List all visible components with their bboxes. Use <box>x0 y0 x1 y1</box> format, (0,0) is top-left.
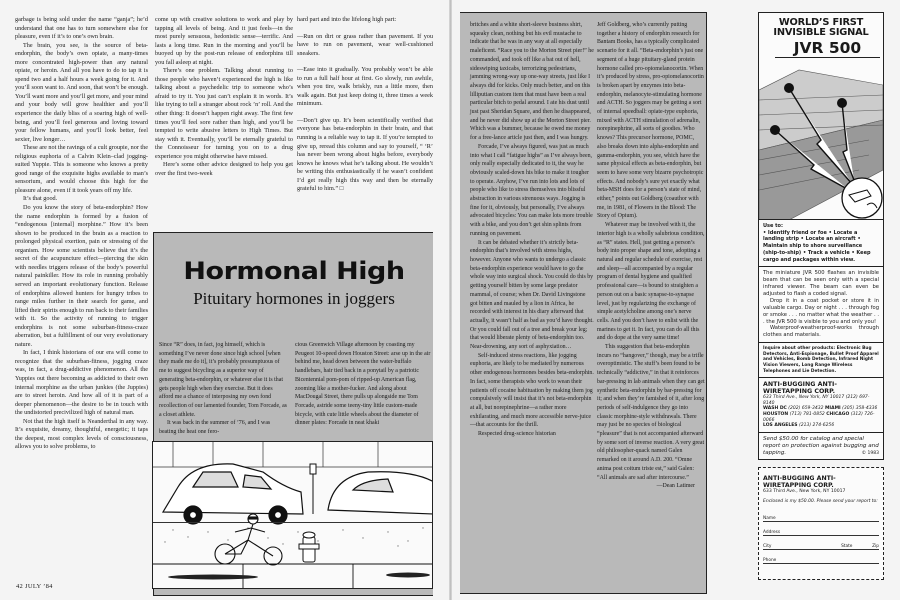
paragraph: It can be debated whether it’s strictly beta-endorphin that’s involved with stress highs, however. Anyone who wants to undergo a classic beta-endorphin experience would have to go the whole way into surgical shock. You could do this by getting yourself bitten by some large predator mammal, of course; when Dr. David Livingstone got bitten and mauled by a lion in Africa, he recorded with interest in his diary afterward that actually, it wasn’t half as bad as you’d have thought. Or you could fall out of a tree and break your leg; that would liberate plenty of beta-endorphin too. Near-drowning, any sort of asphyxiation… <box>470 239 594 351</box>
ad-uses-label: Use to: <box>763 223 783 229</box>
field-label: State <box>841 544 853 549</box>
paragraph: Self-induced stress reactions, like jogging euphoria, are likely to be mediated by numerous other endogenous hormones besides beta-endorphin. In fact, some therapists who work to wean their patients off cocaine habituation by making them jog compulsively will insist that it’s not beta-endorphin at all, but norepinephrine—a rather more exhilarating, and much more accessible nerve-juice—that accounts for the thrill. <box>470 352 594 429</box>
order-coupon[interactable] <box>758 467 884 580</box>
ad-city: CHICAGO <box>826 412 850 418</box>
paragraph: There’s one problem. Talking about running to those people who haven’t experienced the high is like talking about a psychedelic trip to someone who’s afraid to try it. You just can’t explain it in words. It’s like trying to tell a stranger about rock ’n’ roll. And the other thing: It doesn’t happen right away. The first few times you’ll feel sore rather than high, and you’ll be tempted to write abusive letters to High Times. But stay with it. Eventually, you’ll be eternally grateful to the Connoisseur for turning you on to a drug experience you might otherwise have missed. <box>155 67 293 160</box>
article-column-2 <box>155 16 293 178</box>
paragraph: In fact, I think historians of our era will come to recognize that the suburban-fitness, jogging craze was, in fact, a drug-addictive phenomenon. All the Yuppies out there becoming as addicted to their own internal morphine as the urban junkies (the Juppies) are to street heroin. And how all of it is part of a deeper phenomenon—the desire to be in touch with the undistorted precivilized high of natural man. <box>15 349 148 417</box>
advice-item: —Ease into it gradually. You probably won’t be able to run a full half hour at first. Go slowly, run awhile, when you tire, walk briskly, run a little more, then walk again. But just keep doing it, three times a week minimum. <box>297 66 433 108</box>
ad-company-block <box>759 377 883 432</box>
coupon-address-field[interactable] <box>763 522 879 536</box>
field-label: Phone <box>763 558 777 563</box>
ad-city: MIAMI <box>824 406 841 412</box>
paragraph: Forcade, I’ve always figured, was just as much into what I call “fatigue highs” as I’ve always been, only really especially dedicated to it, the way he obviously scaled-down his bike to make it tougher to operate. Anyhow, I’ve run into lots and lots of people who like to stress themselves into blissful abstraction in various strenuous ways. Jogging is fine for it, obviously, but personally, I’ve always advocated bicycles: You can make lots more trouble with a bike, and you don’t get shin splints from running on pavement. <box>470 143 593 237</box>
paragraph: Whatever may be involved with it, the interior high is a wholly salubrious condition, as “R” states. Hell, just getting a person’s body into proper shape and tone, adopting a natural and regular schedule of exercise, rest and sleep—all accompanied by a regular program of dental hygiene and qualified professional care—is bound to straighten a person out on a basic synapse-to-synapse level, just by regularizing the exchange of simple acetylcholine among one’s nerve cells. And you don’t have to enlist with the marines to get it. In fact, you can do all this and do dope at the very same time! <box>597 222 705 342</box>
ad-headline-line-2: INVISIBLE SIGNAL <box>773 27 869 38</box>
advice-item: —Don’t give up. It’s been scientifically verified that everyone has beta-endorphin in their brain, and that running is a reliable way to tap it. If you’re tempted to give up, reread this column and say to yourself, “ ‘R’ has never been wrong about highs before, everybody knows he knows what he’s talking about. He wouldn’t be writing this enthusiastically if he wasn’t confident I’d get really high this way and then be eternally grateful to him.” □ <box>297 116 433 193</box>
ad-illustration <box>759 60 883 220</box>
ad-phone: (213) 274-6256 <box>798 423 835 429</box>
article-column-3 <box>297 16 433 194</box>
sidebar-column-2 <box>295 341 431 428</box>
paragraph: cious Greenwich Village afternoon by coasting my Peugeot 10-speed down Houston Street: arse up in the air behind me, head down between the water-buffalo handlebars, hair tied back in a ponytail by a patriotic Bicentennial pom-pom of ripped-up American flag, zooming like a mother-fucker. And along about MacDougal Street, there pulls up alongside me Tom Forcade, astride some teeny-tiny little custom-made bicycle, with cute little wheels about the diameter of dinner plates: Forcade in neat khaki <box>295 342 431 427</box>
ad-headline <box>759 18 883 38</box>
coupon-city-state-zip-field[interactable] <box>763 536 879 550</box>
ad-addresses <box>763 395 879 429</box>
ad-code: © 1983 <box>861 450 879 456</box>
paragraph: These are not the ravings of a cult groupie, nor the religious euphoria of a Calvin Klein–clad jogging-suited Yuppie. This is someone who knows a pretty good range of the exquisite highs available to man’s sensorium, and would choose this high for the pleasure alone, even if it took years off my life. <box>15 144 148 194</box>
paragraph: Respected drug-science historian <box>478 431 556 438</box>
paragraph: Since “R” does, in fact, jog himself, which is something I’ve never done since high school [when they made me do it], it’s probably presumptuous of me to suggest bicycling as a superior way of generating beta-endorphin, or whatever else it is that gets people high when they exercise. But it does afford me a chance of interposing my own fond recollection of our lamented founder, Tom Forcade, as a closet athlete. <box>159 342 287 418</box>
coupon-enclosed-text: Enclosed is my $50.00. Please send your report to: <box>763 499 878 504</box>
field-label: Name <box>763 516 776 521</box>
paragraph: It was back in the summer of ’76, and I was beating the heat one fero- <box>159 420 271 436</box>
field-label: Address <box>763 530 781 535</box>
ad-body-paragraph: Drop it in a coat pocket or store it in valuable cargo. Day or night . . . through fog or smoke . . . no matter what the weather . . . the JVR 500 is visible to you and only you! <box>763 297 879 325</box>
sidebar-subtitle: Pituitary hormones in joggers <box>193 289 395 308</box>
sidebar-column-4 <box>597 21 705 491</box>
coupon-name-field[interactable] <box>763 508 879 522</box>
signal-beams-drawing <box>759 60 883 220</box>
sidebar-box-continued <box>460 12 707 594</box>
ad-uses <box>759 220 883 266</box>
paragraph: This suggestion that beta-endorphin incurs no “hangover,” though, may be a trifle overoptimistic. The stuff’s been found to be technically “addictive,” in that it reinforces bar-pressing in lab animals when they can get synthetic beta-endorphin by bar-pressing for it; and when they’re famished of it, after long periods of self-indulgence they go into classic morphine-style withdrawals. There may just be no species of biological “pleasure” that is not accompanied afterward by some sort of inverse reaction. A very great old philosopher-quack named Galen remarked on it around A.D. 200. “Omne anima post coitum triste est,” said Galen: “All animals are sad after intercourse.” <box>597 344 705 481</box>
field-label: Zip <box>872 544 879 549</box>
paragraph: Here’s some other advice designed to help you get over the first two-week <box>155 161 293 177</box>
coupon-company-name: ANTI-BUGGING ANTI-WIRETAPPING CORP. <box>763 475 836 489</box>
ad-address-hq: 633 Third Ave., New York, NY 10017 (212) 697-8140 <box>763 395 870 406</box>
field-label: City <box>763 544 772 549</box>
ad-phone: (305) 358-4336 <box>842 406 878 412</box>
cycling-cartoon-illustration <box>152 441 433 589</box>
coupon-phone-field[interactable] <box>763 550 879 564</box>
paragraph: The brain, you see, is the source of beta-endorphin, the body’s own opiate, a many-times more concentrated high-power than any natural opiate, or heroin. And all you have to do to tap it is spend two and a half hours a week going for it. And you’ll soon want to. And soon, that won’t be enough. You’ll want more and you’ll get more, and your mind and your body will grow healthier and you’ll experience the daily bliss of a soaring high of well-being, and you’ll feel generous and loving toward your fellow humans, and you’ll look better, feel sexier, live longer… <box>15 41 148 143</box>
ad-city: HOUSTON <box>763 412 789 418</box>
page-folio: 42 JULY ’84 <box>16 583 53 590</box>
sidebar-title: Hormonal High <box>183 257 405 286</box>
coupon-address: 633 Third Ave., New York, NY 10017 <box>763 489 846 494</box>
advice-item: —Run on dirt or grass rather than pavement. If you have to run on pavement, wear well-cushioned sneakers. <box>297 32 433 57</box>
article-column-1 <box>15 16 148 452</box>
paragraph: It’s that good. <box>23 195 58 203</box>
paragraph: hard part and into the lifelong high part: <box>297 16 397 23</box>
sidebar-column-1 <box>159 341 287 437</box>
ad-city: WASH DC <box>763 406 787 412</box>
ad-phone: (202) 659-3432 <box>788 406 824 412</box>
ad-phone: (713) 781-0852 <box>789 412 825 418</box>
ad-offer <box>759 432 883 460</box>
ad-body <box>759 266 883 342</box>
paragraph: come up with creative solutions to work and play by tapping all levels of being. And it just feels—in the most purely sensuous, hedonistic sense—terrific. And lasts a long time. Run in the morning and you’ll be buoyed up by the post-run release of endorphins till you fall asleep at night. <box>155 16 293 66</box>
ad-body-paragraph: The miniature JVR 500 flashes an invisible beam that can be seen only with a special infrared viewer. The beam can even be adjusted to flash a coded signal. <box>763 270 879 297</box>
ad-product-name: JVR 500 <box>775 40 880 58</box>
ad-inquire: Inquire about other products: Electronic Bug Detectors, Anti-Espionage, Bullet Proof Apparel and Vehicles, Bomb Detection, Infrared Night Vision Viewers, Long Range Wireless Telephones and Lie Detection. <box>759 342 883 377</box>
author-byline: —Dean Latimer <box>656 483 695 490</box>
ad-offer-text: Send $50.00 for catalog and special report on protection against bugging and tapping. <box>763 435 879 456</box>
ad-uses-list: • Identify friend or foe • Locate a landing strip • Locate an aircraft • Maintain ship to shore surveillance (ship-to-ship) • Track a vehicle • Keep cargo and packages within view. <box>763 229 871 263</box>
ad-city: LOS ANGELES <box>763 423 798 429</box>
ad-headline-line-1: WORLD’S FIRST <box>778 17 864 28</box>
paragraph: Jeff Goldberg, who’s currently putting together a history of endorphin research for Bantam Books, has a typically complicated scenario for it all. “Beta-endorphin’s just one segment of a huge pituitary-gland protein hormone called pro-opiomelanocortin. When it’s produced by stress, pro-opiomelanocortin is broken apart by enzymes into beta-endorphin, melanocyte-stimulating hormone and ACTH. So joggers may be getting a sort of internal speedball: opiate-type euphoria, mixed with ACTH stimulation of adrenalin, norepinephrine, all sorts of goodies. Who knows? This precursor hormone, POMC, also breaks down into alpha-endorphin and gamma-endorphin, you see, which have the same physical effects as beta-endorphin, but seem to have some very bizarre psychotropic effects. And nobody’s sure yet exactly what beta-MSH does for a person’s state of mind, either,” points out Goldberg (coauthor with me, in 1981, of Flowers in the Blood: The Story of Opium). <box>597 22 704 220</box>
paragraph: Do you know the story of beta-endorphin? How the name endorphin is formed by a fusion of “endogenous [internal] morphine.” How it’s been shown to be produced in the brain as a reaction to prolonged physical exertion, pain or stressing of the organism. How some scientists believe that it’s the secret of the acupuncture effect—piercing the skin with needles triggers release of the body’s powerful natural painkiller. How its role in running probably served an important evolutionary function. Release of endorphins allowed hunters for hungry tribes to range miles further in their search for game, and lifted their spirits enough to run back to their families with it. So the activity of running to trigger endorphins is not some suburban-fitness-craze aberration, but a fulfillment of our very evolutionary nature. <box>15 204 148 348</box>
paragraph: garbage is being sold under the name “ganja”; he’d understand that one has to turn somewhere else for pleasure, even if it’s to one’s own brain. <box>15 16 148 41</box>
sidebar-column-3 <box>470 21 594 439</box>
street-scene-drawing <box>153 442 433 589</box>
ad-phone: (312) 726-0066 <box>763 412 875 423</box>
ad-body-paragraph: Waterproof-weatherproof-works through clothes and materials. <box>763 325 879 339</box>
paragraph: Not that the high itself is Neanderthal in any way. It’s exquisite, dreamy, thoughtful, energetic; it taps the deepest, most complex levels of consciousness, allows you to solve problems, to <box>15 417 148 451</box>
paragraph: britches and a white short-sleeve business shirt, squeaky clean, nothing but his evil mustache to indicate that he was in any way at all especially maleficent. “Race you to the Morton Street pier!” he commanded, and took off like a bat out of hell, sideswiping taxicabs, terrorizing pedestrians, jamming wrong-way up one-way streets, just like I always did for kicks. Only much better, and on this lilliputian custom item that must have been a real particular bitch to pedal around. I ate his dust until just past Sheridan Square, and then he disappeared, and he never did show up at the Morton Street pier. Which was a bummer, because he owed me money for a free-lance article just then, and I was hungry. <box>470 22 594 142</box>
ad-company-name: ANTI-BUGGING ANTI-WIRETAPPING CORP. <box>763 381 838 396</box>
jvr500-advertisement <box>758 12 884 460</box>
